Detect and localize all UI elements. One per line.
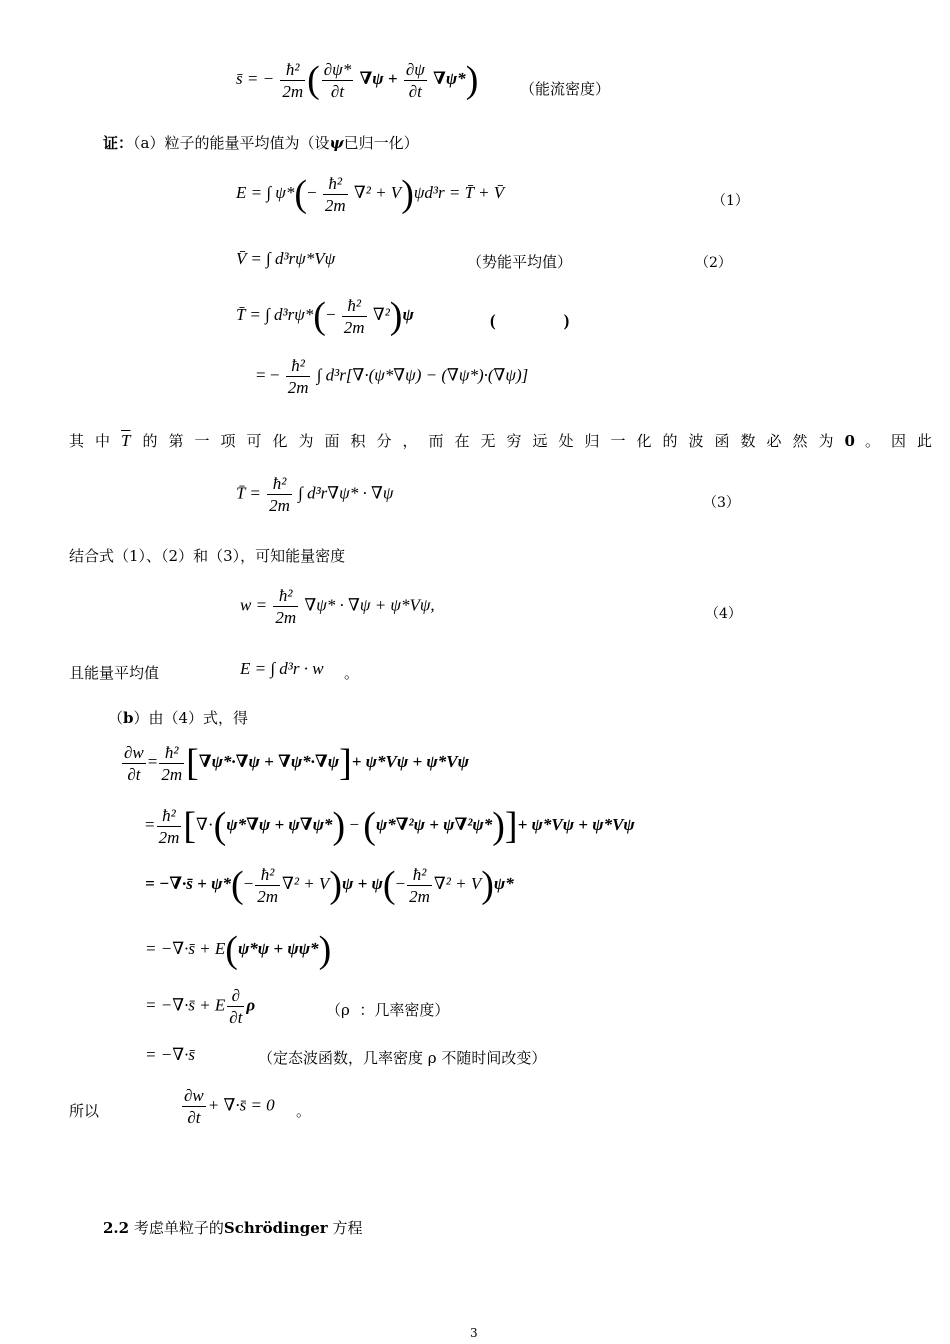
section-heading: 2.2 考虑单粒子的Schrödinger 方程	[103, 1219, 363, 1237]
energy-flux-label: （能流密度）	[520, 80, 611, 98]
conclusion-period: 。	[296, 1102, 312, 1120]
empty-parentheses: ( )	[490, 311, 570, 330]
kinetic-average-equation-2: = − $\frac{\text{ħ²}}{2m}$ ∫ d³r[∇·(ψ*∇ψ) − (∇ψ*)·(∇ψ)]	[256, 356, 529, 397]
hbar-fraction: $\frac{\text{ħ²}}{2m}$	[282, 59, 304, 101]
derivation-line-1: $\frac{\partial w}{\partial t}$ = $\frac{\text{ħ²}}{2m}$ [∇ψ*·∇ψ + ∇ψ*·∇ψ]+ ψ*Vψ + ψ*Vψ	[124, 742, 469, 784]
continuity-equation: $\frac{\partial w}{\partial t}$ + ∇·s̄ = 0	[184, 1086, 275, 1127]
energy-average-label: 且能量平均值	[69, 664, 160, 682]
energy-average-period: 。	[344, 664, 360, 682]
equation-4: w = $\frac{\text{ħ²}}{2m}$ ∇ψ* · ∇ψ + ψ*Vψ,	[240, 586, 435, 627]
derivation-line-6: = −∇·s̄	[145, 1045, 195, 1064]
derivation-line-3: = −∇·s̄ + ψ*(− $\frac{\text{ħ²}}{2m}$ ∇² + V)ψ + ψ(− $\frac{\text{ħ²}}{2m}$ ∇² + V)ψ*	[145, 864, 514, 906]
part-b-heading: （b）由（4）式，得	[108, 709, 249, 727]
equation-number-3: （3）	[703, 495, 740, 511]
kinetic-average-equation: T̄ = ∫ d³rψ*(− $\frac{\text{ħ²}}{2m}$ ∇²)ψ	[236, 295, 414, 337]
derivation-line-4: = −∇·s̄ + E(ψ*ψ + ψψ*)	[145, 929, 332, 971]
stationary-state-note: （定态波函数，几率密度 ρ 不随时间改变）	[258, 1049, 547, 1067]
equation-2: V̄ = ∫ d³rψ*Vψ	[236, 249, 336, 268]
derivation-line-2: = $\frac{\text{ħ²}}{2m}$ [∇·(ψ*∇ψ + ψ∇ψ*) − (ψ*∇²ψ + ψ∇²ψ*)]+ ψ*Vψ + ψ*Vψ	[145, 805, 635, 847]
equation-number-4: （4）	[705, 606, 742, 622]
potential-average-label: （势能平均值）	[467, 253, 573, 271]
energy-average-equation: E = ∫ d³r · w	[240, 659, 324, 678]
energy-flux-equation: s̄ = − $\frac{\text{ħ²}}{2m}$ ( $\frac{\partial\psi*}{\partial t}$ ∇ψ + $\frac{\partial\psi}{\partial t}$ ∇ψ*)	[236, 59, 479, 101]
equation-number-1: （1）	[712, 193, 749, 209]
paragraph-energy-density: 结合式（1）、（2）和（3），可知能量密度	[69, 547, 346, 565]
equation-3: T̄ = $\frac{\text{ħ²}}{2m}$ ∫ d³r∇ψ* · ∇ψ	[236, 474, 394, 515]
derivation-line-5: = −∇·s̄ + E $\frac{\partial}{\partial t}$ ρ	[145, 986, 256, 1027]
equation-1: E = ∫ ψ*(− $\frac{\text{ħ²}}{2m}$ ∇² + V)ψd³r = T̄ + V̄	[236, 173, 505, 215]
equation-number-2: （2）	[695, 255, 732, 271]
paragraph-surface-integral: 其中$\overline{T}$ 的第一项可化为面积分，而在无穷远处归一化的波函数必然为0 。因此	[69, 431, 943, 450]
page-number: 3	[470, 1326, 478, 1340]
conclusion-label: 所以	[69, 1102, 100, 1120]
proof-intro: 证：（a）粒子的能量平均值为（设ψ已归一化）	[103, 134, 419, 152]
flux-lhs: s̄ = −	[236, 68, 275, 88]
probability-density-label: （ρ ：几率密度）	[326, 1001, 450, 1019]
